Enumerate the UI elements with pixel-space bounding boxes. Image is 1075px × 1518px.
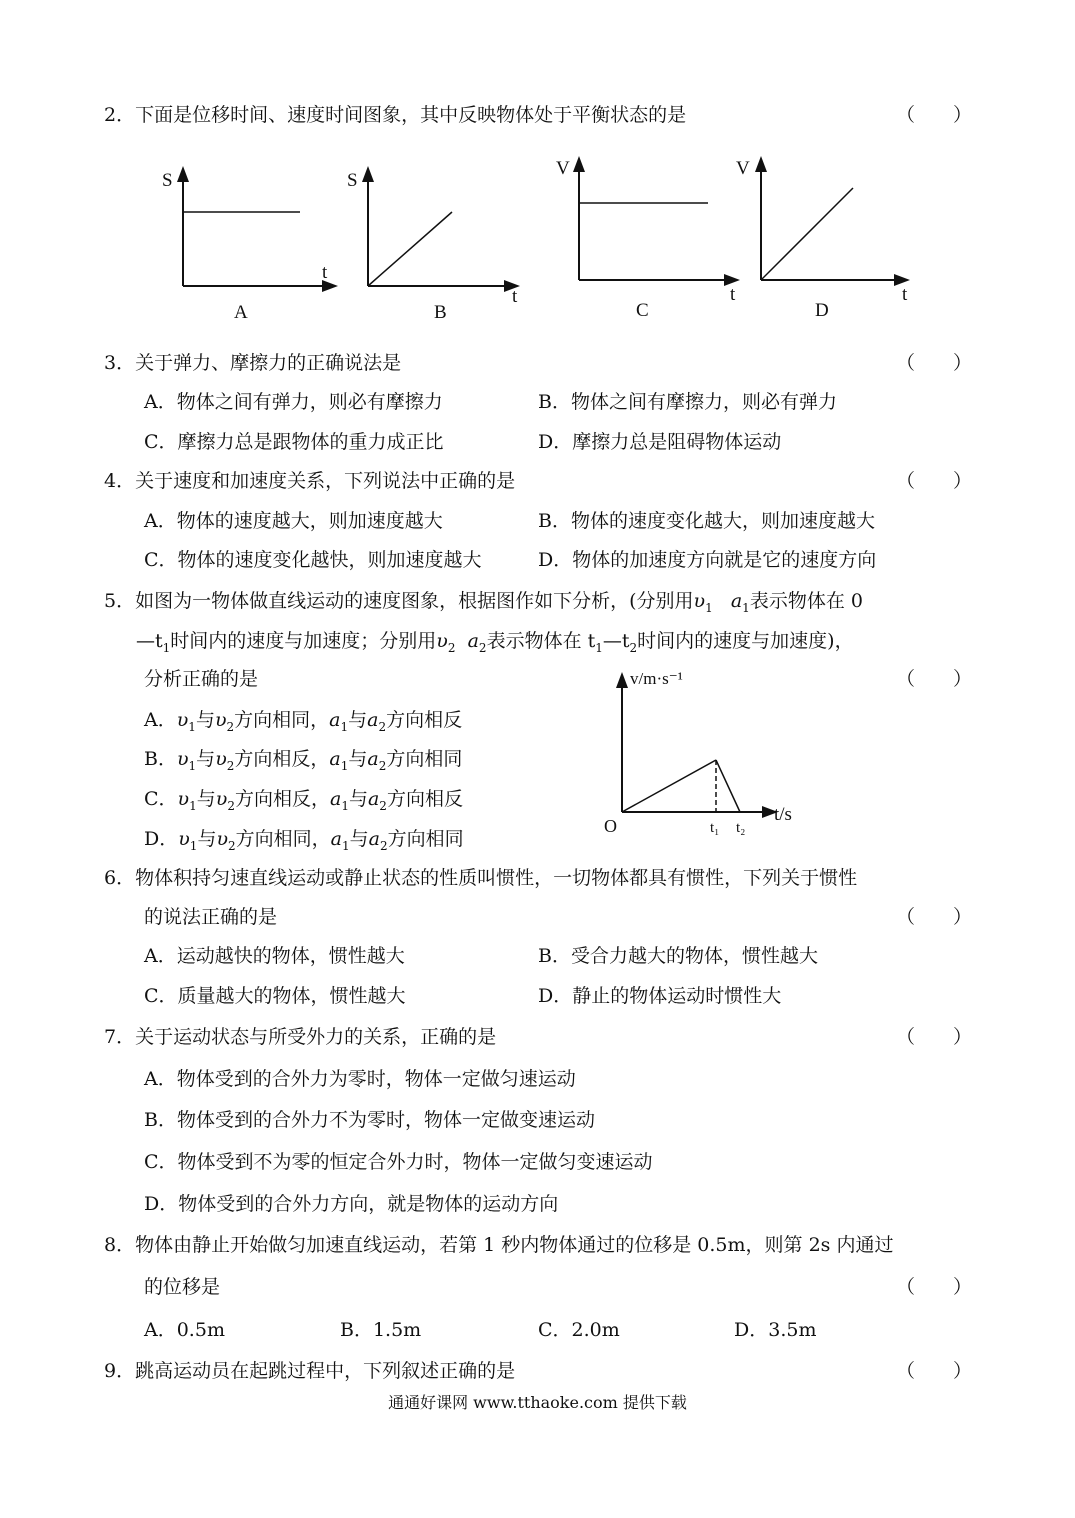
q5-stem-text: 表示物体在 0 (749, 590, 863, 612)
q3-stem: 3．关于弹力、摩擦力的正确说法是 (104, 352, 402, 374)
q7-option-d: D．物体受到的合外力方向，就是物体的运动方向 (144, 1193, 559, 1215)
graph-b-x-label: t (512, 286, 518, 307)
graph-c-label: C (636, 300, 649, 321)
q6-option-b: B．受合力越大的物体，惯性越大 (538, 945, 818, 967)
q5-stem-line2 (136, 628, 854, 661)
q8-stem-line2: 的位移是 (144, 1276, 221, 1298)
subscript: 1 (189, 838, 198, 853)
subscript: 1 (742, 600, 750, 615)
v-symbol: υ (214, 709, 227, 731)
q9-stem: 9．跳高运动员在起跳过程中，下列叙述正确的是 (104, 1360, 516, 1382)
q2-stem: 2．下面是位移时间、速度时间图象，其中反映物体处于平衡状态的是 (104, 104, 687, 126)
q5-stem-text: 时间内的速度与加速度；分别用 (170, 630, 437, 652)
subscript: 1 (705, 600, 713, 615)
v-symbol: υ (178, 828, 190, 850)
q8-option-b: B．1.5m (340, 1319, 422, 1341)
q5-stem-line1 (104, 588, 863, 621)
q4-stem: 4．关于速度和加速度关系，下列说法中正确的是 (104, 470, 516, 492)
q7-option-c: C．物体受到不为零的恒定合外力时，物体一定做匀变速运动 (144, 1151, 653, 1173)
direction-text: 方向相同 (387, 828, 464, 850)
subscript: 2 (629, 640, 638, 655)
q6-option-c: C．质量越大的物体，惯性越大 (144, 985, 406, 1007)
option-letter: C． (144, 788, 178, 810)
q6-answer-paren: （ ） (896, 906, 973, 928)
direction-text: 方向相同， (235, 828, 331, 850)
v-symbol: υ (176, 709, 189, 731)
subscript: 2 (478, 640, 487, 655)
v-symbol: υ (177, 788, 190, 810)
q3-option-c: C．摩擦力总是跟物体的重力成正比 (144, 431, 444, 453)
q5-graph-origin: O (604, 816, 617, 836)
q8-option-a: A．0.5m (144, 1319, 225, 1341)
direction-text: 方向相反， (234, 748, 330, 770)
q5-graph-t1: t₁ (710, 820, 720, 836)
direction-text: 方向相反 (386, 709, 463, 731)
with-text: 与 (197, 828, 217, 850)
a-symbol: a (329, 748, 341, 770)
q5-option-c (144, 786, 463, 819)
q4-option-a: A．物体的速度越大，则加速度越大 (144, 510, 443, 532)
a-symbol: a (329, 709, 341, 731)
q7-option-a: A．物体受到的合外力为零时，物体一定做匀速运动 (144, 1068, 576, 1090)
option-letter: B． (144, 748, 177, 770)
q9-answer-paren: （ ） (896, 1360, 973, 1382)
q5-velocity-graph (590, 660, 830, 860)
subscript: 2 (378, 719, 387, 734)
with-text: 与 (196, 748, 216, 770)
a-symbol: a (730, 590, 743, 612)
q7-option-b: B．物体受到的合外力不为零时，物体一定做变速运动 (144, 1109, 595, 1131)
q8-stem-line1: 8．物体由静止开始做匀加速直线运动，若第 1 秒内物体通过的位移是 0.5m，则第 2s 内通过 (104, 1234, 894, 1256)
q5-stem-text: —t (602, 630, 630, 652)
graph-b-label: B (434, 302, 447, 323)
direction-text: 方向相同 (386, 748, 463, 770)
subscript: 1 (188, 719, 196, 734)
subscript: 2 (227, 798, 235, 813)
subscript: 1 (162, 640, 171, 655)
q5-option-b (144, 746, 462, 779)
q8-option-c: C．2.0m (538, 1319, 620, 1341)
q2-answer-paren: （ ） (896, 104, 973, 126)
q5-option-a (144, 707, 462, 740)
q5-stem-text: 时间内的速度与加速度)， (637, 630, 854, 652)
q7-stem: 7．关于运动状态与所受外力的关系，正确的是 (104, 1026, 497, 1048)
a-symbol: a (368, 828, 380, 850)
subscript: 2 (378, 758, 387, 773)
option-letter: D． (144, 828, 179, 850)
subscript: 1 (340, 719, 349, 734)
graph-a-label: A (234, 302, 248, 323)
q6-option-a: A．运动越快的物体，惯性越大 (144, 945, 405, 967)
q7-answer-paren: （ ） (896, 1026, 973, 1048)
v-symbol: υ (215, 788, 228, 810)
subscript: 2 (447, 640, 456, 655)
q6-stem-line1: 6．物体积持匀速直线运动或静止状态的性质叫惯性，一切物体都具有惯性，下列关于惯性 (104, 867, 858, 889)
a-symbol: a (367, 709, 379, 731)
subscript: 1 (342, 838, 350, 853)
direction-text: 方向相反， (234, 788, 330, 810)
with-text: 与 (349, 828, 369, 850)
q3-option-d: D．摩擦力总是阻碍物体运动 (538, 431, 782, 453)
v-symbol: υ (693, 590, 706, 612)
subscript: 1 (340, 758, 349, 773)
q5-stem-text: 表示物体在 t (486, 630, 596, 652)
a-symbol: a (367, 788, 380, 810)
q4-answer-paren: （ ） (896, 470, 973, 492)
v-symbol: υ (436, 630, 448, 652)
q3-answer-paren: （ ） (896, 352, 973, 374)
graph-d-x-label: t (902, 284, 908, 305)
q5-option-d (144, 826, 464, 859)
with-text: 与 (196, 788, 216, 810)
graph-d-label: D (815, 300, 829, 321)
with-text: 与 (348, 748, 368, 770)
direction-text: 方向相反 (386, 788, 463, 810)
q5-answer-paren: （ ） (896, 668, 973, 690)
v-symbol: υ (176, 748, 189, 770)
q4-option-c: C．物体的速度变化越快，则加速度越大 (144, 549, 482, 571)
a-symbol: a (330, 828, 342, 850)
graph-d-y-label: V (736, 158, 750, 179)
subscript: 2 (226, 719, 235, 734)
q5-graph-x-label: t/s (774, 804, 792, 825)
option-letter: A． (144, 709, 177, 731)
q4-option-b: B．物体的速度变化越大，则加速度越大 (538, 510, 875, 532)
subscript: 2 (379, 838, 388, 853)
graph-c-x-label: t (730, 284, 736, 305)
q4-option-d: D．物体的加速度方向就是它的速度方向 (538, 549, 877, 571)
q8-option-d: D．3.5m (734, 1319, 817, 1341)
q5-graph-y-label: v/m·s⁻¹ (630, 669, 683, 688)
subscript: 1 (595, 640, 603, 655)
q5-stem-line3: 分析正确的是 (144, 668, 259, 690)
direction-text: 方向相同， (234, 709, 330, 731)
a-symbol: a (467, 630, 479, 652)
subscript: 1 (188, 758, 197, 773)
with-text: 与 (195, 709, 215, 731)
subscript: 2 (228, 838, 236, 853)
q6-option-d: D．静止的物体运动时惯性大 (538, 985, 782, 1007)
with-text: 与 (348, 788, 368, 810)
graph-a-y-label: S (162, 170, 173, 191)
q6-stem-line2: 的说法正确的是 (144, 906, 278, 928)
subscript: 2 (379, 798, 387, 813)
graph-a-x-label: t (322, 262, 328, 283)
page-footer: 通通好课网 www.tthaoke.com 提供下载 (388, 1393, 687, 1412)
q5-stem-text: 5．如图为一物体做直线运动的速度图象，根据图作如下分析，(分别用 (104, 590, 694, 612)
q3-option-b: B．物体之间有摩擦力，则必有弹力 (538, 391, 837, 413)
with-text: 与 (348, 709, 368, 731)
subscript: 1 (341, 798, 349, 813)
graph-c-y-label: V (556, 158, 570, 179)
q3-option-a: A．物体之间有弹力，则必有摩擦力 (144, 391, 443, 413)
graph-b-y-label: S (347, 170, 358, 191)
q5-stem-text: —t (136, 630, 163, 652)
q5-graph-t2: t₂ (736, 820, 746, 836)
v-symbol: υ (216, 828, 229, 850)
q8-answer-paren: （ ） (896, 1276, 973, 1298)
q2-graphs (0, 140, 1075, 340)
v-symbol: υ (215, 748, 227, 770)
subscript: 2 (226, 758, 235, 773)
a-symbol: a (329, 788, 342, 810)
a-symbol: a (367, 748, 379, 770)
subscript: 1 (189, 798, 197, 813)
